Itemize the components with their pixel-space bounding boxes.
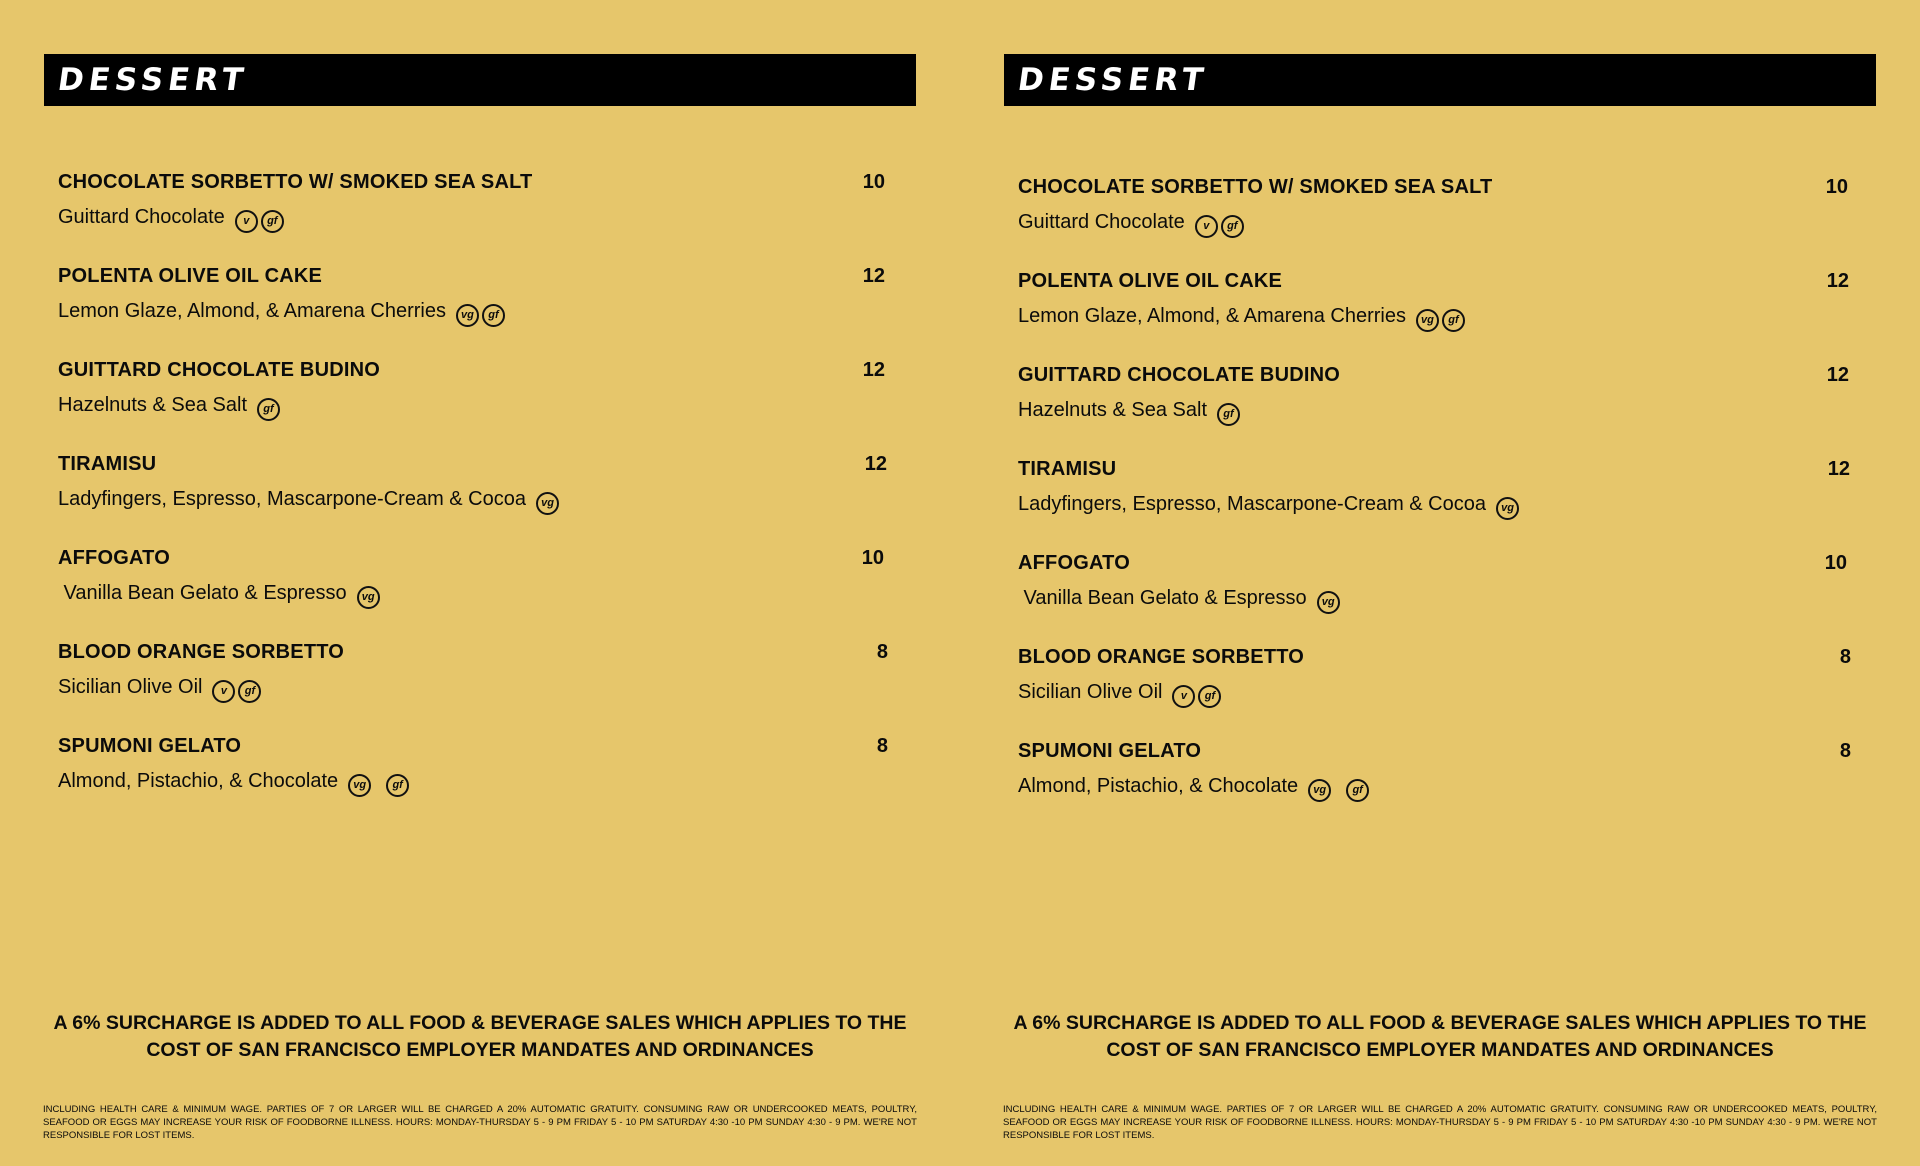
fine-print: INCLUDING HEALTH CARE & MINIMUM WAGE. PARTIES OF 7 OR LARGER WILL BE CHARGED A 20% AUTOMATIC GRATUITY. CONSUMING RAW OR UNDERCOOKED MEATS, POULTRY, SEAFOOD OR EGGS MAY INCREASE YOUR RISK OF FOODBORNE ILLNESS. HOURS: MONDAY-THURSDAY 5 - 9 PM FRIDAY 5 - 10 PM SATURDAY 4:30 -10 PM SUNDAY 4:30 - 9 PM. WE'RE NOT RESPONSIBLE FOR LOST ITEMS. [43, 1104, 917, 1141]
item-description: Hazelnuts & Sea Salt [58, 394, 247, 416]
menu-title: DESSERT [1015, 62, 1211, 98]
item-name: AFFOGATO [1018, 552, 1130, 574]
dietary-vg-icon: vg [456, 304, 479, 327]
item-name: BLOOD ORANGE SORBETTO [58, 641, 345, 663]
item-description-row [58, 389, 904, 421]
item-description-row [58, 295, 904, 327]
item-price: 12 [862, 359, 885, 381]
item-description: Vanilla Bean Gelato & Espresso [58, 582, 347, 604]
item-price: 10 [1824, 552, 1847, 574]
menu-title: DESSERT [55, 62, 251, 98]
menu-item [58, 452, 904, 546]
dietary-gf-icon: gf [1442, 309, 1465, 332]
item-name: TIRAMISU [1018, 458, 1117, 480]
menu-item [58, 546, 904, 640]
item-description-row [58, 483, 904, 515]
dietary-gf-icon: gf [1346, 779, 1369, 802]
dietary-badges [235, 201, 287, 233]
item-price: 8 [1839, 646, 1851, 668]
menu-panel-left [44, 54, 916, 1154]
item-description: Lemon Glaze, Almond, & Amarena Cherries [1018, 305, 1406, 327]
item-description-row [1018, 206, 1864, 238]
menu-items [58, 170, 904, 828]
item-description-row [58, 201, 904, 233]
surcharge-notice: A 6% SURCHARGE IS ADDED TO ALL FOOD & BEVERAGE SALES WHICH APPLIES TO THE COST OF SAN FRANCISCO EMPLOYER MANDATES AND ORDINANCES [53, 1012, 907, 1061]
item-description: Guittard Chocolate [1018, 211, 1185, 233]
item-price: 10 [861, 547, 884, 569]
menu-header-bar [1004, 54, 1876, 106]
dietary-vg-icon: vg [1416, 309, 1439, 332]
item-description: Lemon Glaze, Almond, & Amarena Cherries [58, 300, 446, 322]
item-description-row [1018, 770, 1864, 802]
item-name: SPUMONI GELATO [1018, 740, 1202, 762]
dietary-gf-icon: gf [386, 774, 409, 797]
item-price: 8 [876, 735, 888, 757]
item-name: TIRAMISU [58, 453, 157, 475]
item-price: 8 [1839, 740, 1851, 762]
item-description-row [58, 671, 904, 703]
dietary-v-icon: v [235, 210, 258, 233]
item-description: Sicilian Olive Oil [58, 676, 203, 698]
item-name: POLENTA OLIVE OIL CAKE [58, 265, 323, 287]
item-description: Ladyfingers, Espresso, Mascarpone-Cream & Cocoa [1018, 493, 1486, 515]
item-description-row [1018, 300, 1864, 332]
dietary-badges [357, 577, 383, 609]
dietary-badges [1496, 488, 1522, 520]
item-description: Guittard Chocolate [58, 206, 225, 228]
dietary-badges [348, 765, 412, 797]
dietary-v-icon: v [1172, 685, 1195, 708]
item-price: 8 [876, 641, 888, 663]
menu-item [58, 170, 904, 264]
dietary-vg-icon: vg [1317, 591, 1340, 614]
menu-item [58, 734, 904, 828]
menu-item [1018, 551, 1864, 645]
dietary-vg-icon: vg [1496, 497, 1519, 520]
dietary-vg-icon: vg [357, 586, 380, 609]
item-name: GUITTARD CHOCOLATE BUDINO [58, 359, 381, 381]
item-name: CHOCOLATE SORBETTO W/ SMOKED SEA SALT [1018, 176, 1493, 198]
menu-item [1018, 363, 1864, 457]
menu-item [58, 358, 904, 452]
item-description-row [1018, 394, 1864, 426]
item-description: Sicilian Olive Oil [1018, 681, 1163, 703]
dietary-badges [1308, 770, 1372, 802]
item-price: 10 [862, 171, 885, 193]
item-description-row [1018, 676, 1864, 708]
dietary-gf-icon: gf [1221, 215, 1244, 238]
dietary-gf-icon: gf [238, 680, 261, 703]
item-description-row [1018, 488, 1864, 520]
item-name: BLOOD ORANGE SORBETTO [1018, 646, 1305, 668]
menu-item [1018, 175, 1864, 269]
item-name: CHOCOLATE SORBETTO W/ SMOKED SEA SALT [58, 171, 533, 193]
menu-item [1018, 457, 1864, 551]
item-price: 12 [1826, 270, 1849, 292]
item-description: Vanilla Bean Gelato & Espresso [1018, 587, 1307, 609]
dietary-vg-icon: vg [348, 774, 371, 797]
menu-item [58, 640, 904, 734]
menu-item [58, 264, 904, 358]
dietary-badges [1172, 676, 1224, 708]
dietary-v-icon: v [1195, 215, 1218, 238]
dietary-badges [1195, 206, 1247, 238]
dietary-badges [1217, 394, 1243, 426]
item-description: Hazelnuts & Sea Salt [1018, 399, 1207, 421]
menu-item [1018, 645, 1864, 739]
menu-items [1018, 175, 1864, 833]
item-description: Almond, Pistachio, & Chocolate [1018, 775, 1299, 797]
dietary-vg-icon: vg [1308, 779, 1331, 802]
dietary-badges [456, 295, 508, 327]
item-price: 12 [862, 265, 885, 287]
fine-print: INCLUDING HEALTH CARE & MINIMUM WAGE. PARTIES OF 7 OR LARGER WILL BE CHARGED A 20% AUTOMATIC GRATUITY. CONSUMING RAW OR UNDERCOOKED MEATS, POULTRY, SEAFOOD OR EGGS MAY INCREASE YOUR RISK OF FOODBORNE ILLNESS. HOURS: MONDAY-THURSDAY 5 - 9 PM FRIDAY 5 - 10 PM SATURDAY 4:30 -10 PM SUNDAY 4:30 - 9 PM. WE'RE NOT RESPONSIBLE FOR LOST ITEMS. [1003, 1104, 1877, 1141]
dietary-badges [536, 483, 562, 515]
dietary-gf-icon: gf [257, 398, 280, 421]
menu-item [1018, 269, 1864, 363]
dietary-badges [257, 389, 283, 421]
dietary-badges [1416, 300, 1468, 332]
dietary-badges [1317, 582, 1343, 614]
item-description: Almond, Pistachio, & Chocolate [58, 770, 339, 792]
dietary-badges [212, 671, 264, 703]
dietary-gf-icon: gf [1198, 685, 1221, 708]
dietary-gf-icon: gf [1217, 403, 1240, 426]
item-description-row [58, 577, 904, 609]
item-price: 12 [864, 453, 887, 475]
menu-item [1018, 739, 1864, 833]
item-price: 10 [1825, 176, 1848, 198]
item-price: 12 [1826, 364, 1849, 386]
item-name: AFFOGATO [58, 547, 170, 569]
dietary-v-icon: v [212, 680, 235, 703]
surcharge-notice: A 6% SURCHARGE IS ADDED TO ALL FOOD & BEVERAGE SALES WHICH APPLIES TO THE COST OF SAN FRANCISCO EMPLOYER MANDATES AND ORDINANCES [1013, 1012, 1867, 1061]
item-description: Ladyfingers, Espresso, Mascarpone-Cream & Cocoa [58, 488, 526, 510]
dietary-vg-icon: vg [536, 492, 559, 515]
item-name: GUITTARD CHOCOLATE BUDINO [1018, 364, 1341, 386]
item-name: SPUMONI GELATO [58, 735, 242, 757]
item-price: 12 [1827, 458, 1850, 480]
item-description-row [58, 765, 904, 797]
item-description-row [1018, 582, 1864, 614]
dietary-gf-icon: gf [261, 210, 284, 233]
menu-header-bar [44, 54, 916, 106]
menu-panel-right [1004, 54, 1876, 1154]
item-name: POLENTA OLIVE OIL CAKE [1018, 270, 1283, 292]
dietary-gf-icon: gf [482, 304, 505, 327]
